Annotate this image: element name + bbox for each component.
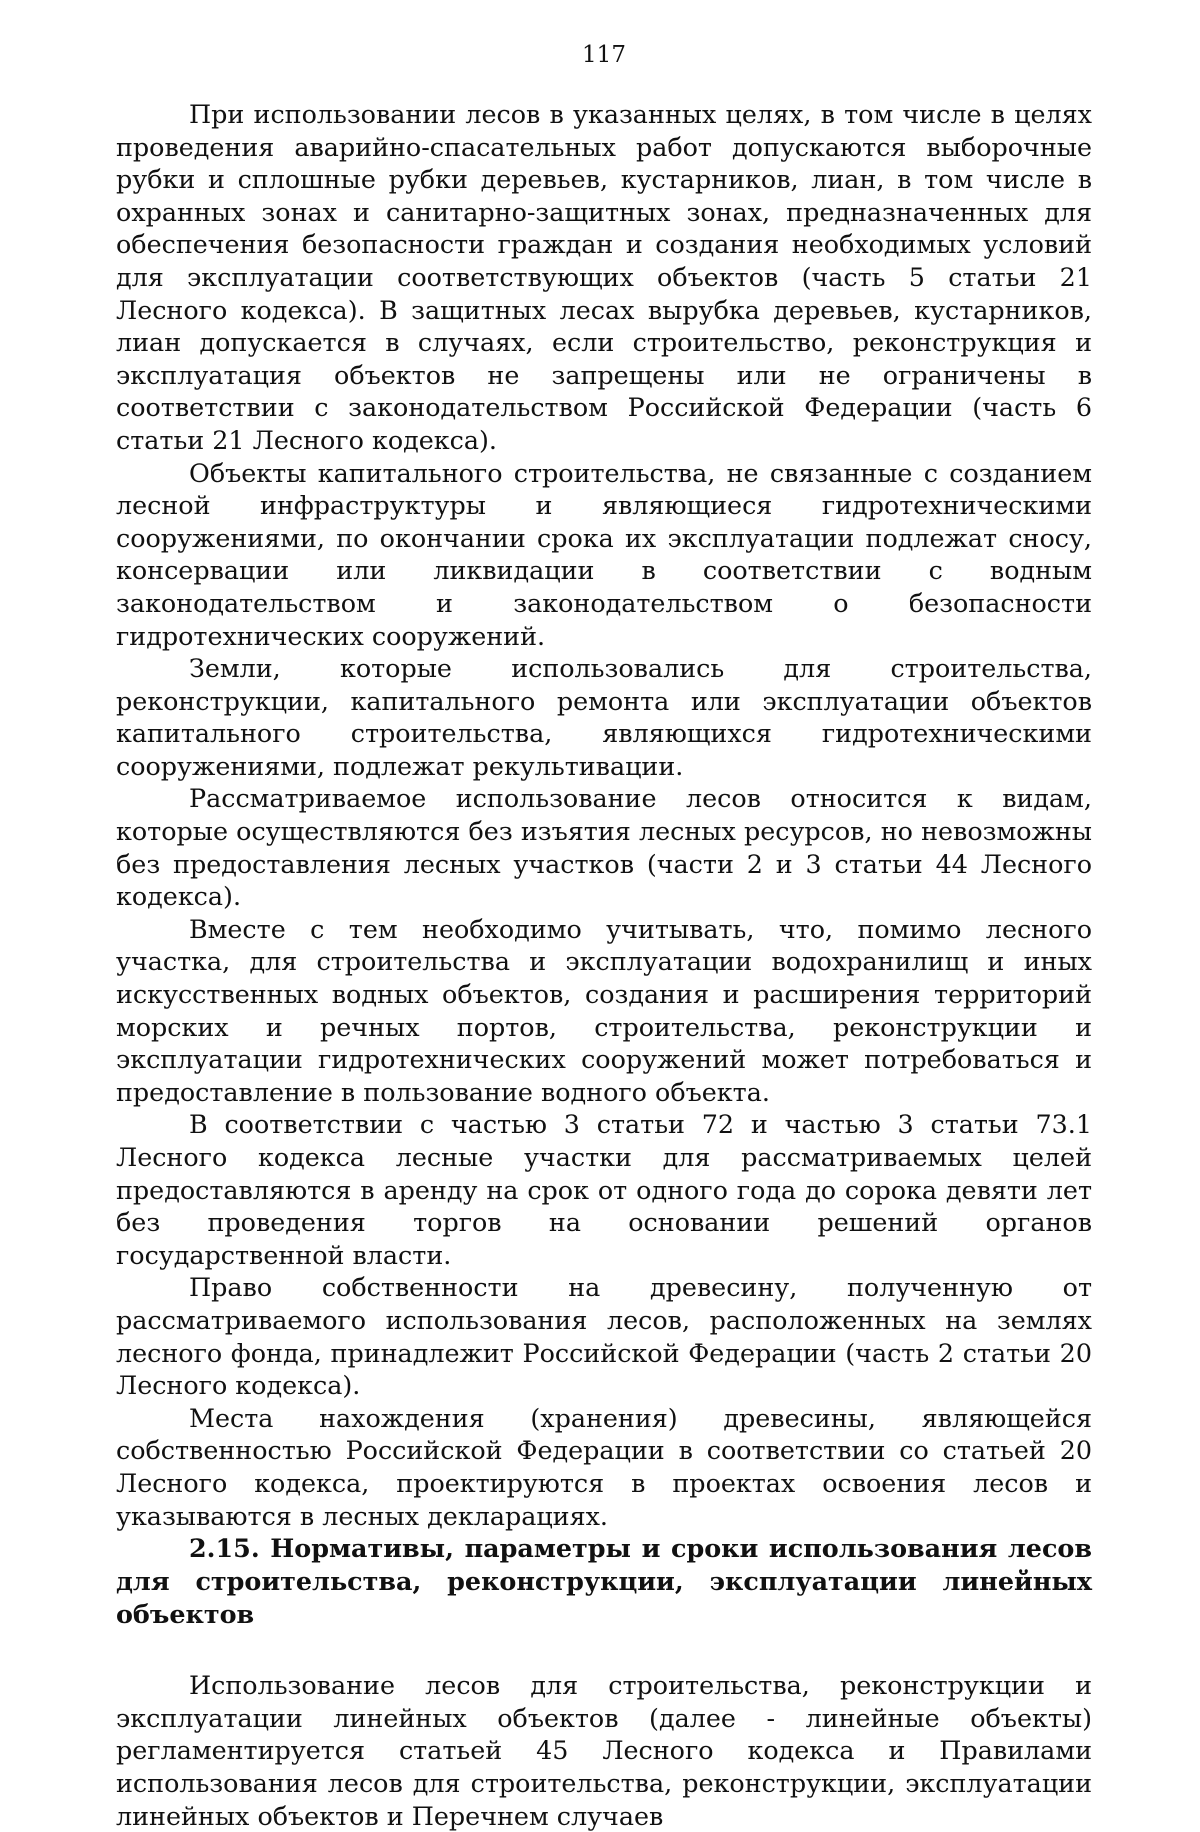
section-heading: 2.15. Нормативы, параметры и сроки использования лесов для строительства, реконструкции, эксплуатации линейных объектов (116, 1533, 1092, 1630)
page-number: 117 (582, 42, 626, 68)
paragraph-water-object: Вместе с тем необходимо учитывать, что, помимо лесного участка, для строительства и эксплуатации водохранилищ и иных искусственных водных объектов, создания и расширения территорий морских и речных портов, строительства, реконструкции и эксплуатации гидротехнических сооружений может потребоваться и предоставление в пользование водного объекта. (116, 913, 1092, 1107)
document-page (116, 40, 1092, 1832)
paragraph-timber-ownership: Право собственности на древесину, полученную от рассматриваемого использования лесов, расположенных на землях лесного фонда, принадлежит Российской Федерации (часть 2 статьи 20 Лесного кодекса). (116, 1272, 1092, 1401)
paragraph-linear-objects: Использование лесов для строительства, реконструкции и эксплуатации линейных объектов (далее - линейные объекты) регламентируется статьей 45 Лесного кодекса и Правилами использования лесов для строительства, реконструкции, эксплуатации линейных объектов и Перечнем случаев (116, 1670, 1092, 1831)
paragraph-land-reclamation: Земли, которые использовались для строительства, реконструкции, капитального ремонта или эксплуатации объектов капитального строительства, являющихся гидротехническими сооружениями, подлежат рекультивации. (116, 653, 1092, 781)
paragraph-capital-construction: Объекты капитального строительства, не связанные с созданием лесной инфраструктуры и являющиеся гидротехническими сооружениями, по окончании срока их эксплуатации подлежат сносу, консервации или ликвидации в соответствии с водным законодательством и законодательством о безопасности гидротехнических сооружений. (116, 457, 1092, 651)
paragraph-forest-use-type: Рассматриваемое использование лесов относится к видам, которые осуществляются без изъятия лесных ресурсов, но невозможны без предоставления лесных участков (части 2 и 3 статьи 44 Лесного кодекса). (116, 783, 1092, 912)
paragraph-forest-use-cutting: При использовании лесов в указанных целях, в том числе в целях проведения аварийно-спасательных работ допускаются выборочные рубки и сплошные рубки деревьев, кустарников, лиан, в том числе в охранных зонах и санитарно-защитных зонах, предназначенных для обеспечения безопасности граждан и создания необходимых условий для эксплуатации соответствующих объектов (часть 5 статьи 21 Лесного кодекса). В защитных лесах вырубка деревьев, кустарников, лиан допускается в случаях, если строительство, реконструкция и эксплуатация объектов не запрещены или не ограничены в соответствии с законодательством Российской Федерации (часть 6 статьи 21 Лесного кодекса). (116, 99, 1092, 455)
paragraph-lease-terms: В соответствии с частью 3 статьи 72 и частью 3 статьи 73.1 Лесного кодекса лесные участки для рассматриваемых целей предоставляются в аренду на срок от одного года до сорока девяти лет без проведения торгов на основании решений органов государственной власти. (116, 1109, 1092, 1270)
paragraph-timber-storage: Места нахождения (хранения) древесины, являющейся собственностью Российской Федерации в соответствии со статьей 20 Лесного кодекса, проектируются в проектах освоения лесов и указываются в лесных декларациях. (116, 1402, 1092, 1531)
